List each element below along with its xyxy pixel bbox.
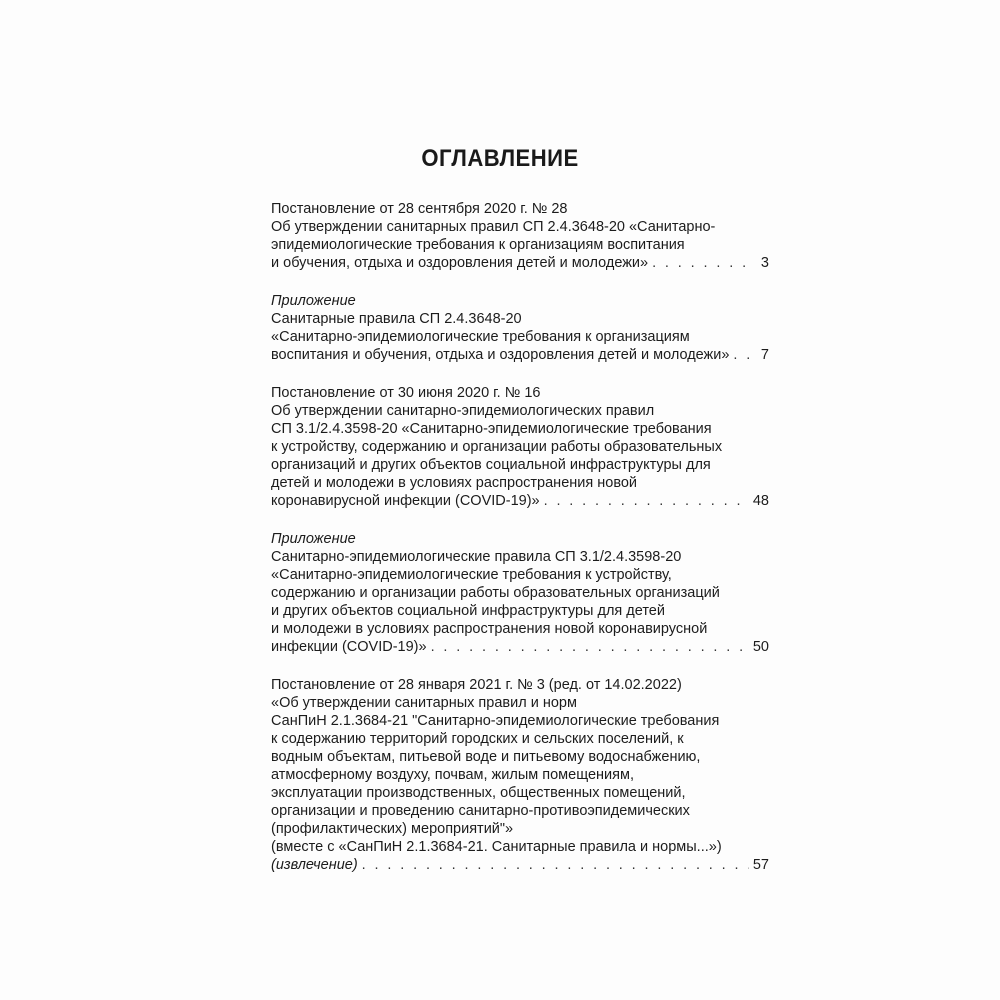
page-number: 7 (760, 347, 769, 363)
toc-entry-4[interactable] (271, 530, 771, 656)
toc-entry-line: (профилактических) мероприятий"» (271, 821, 514, 837)
dot-leader (544, 492, 749, 510)
toc-entry-line: и других объектов социальной инфраструктуры для детей (271, 603, 665, 619)
toc-entry-line: воспитания и обучения, отдыха и оздоровления детей и молодежи» (271, 347, 730, 363)
toc-entry-line: эпидемиологические требования к организациям воспитания (271, 237, 685, 253)
toc-entry-line: (вместе с «СанПиН 2.1.3684-21. Санитарные правила и нормы...») (271, 839, 722, 855)
toc-entry-last-line (271, 638, 769, 656)
toc-entry-line: Постановление от 28 января 2021 г. № 3 (ред. от 14.02.2022) (271, 677, 682, 693)
page-number: 57 (752, 857, 769, 873)
toc-entry-line: Санитарные правила СП 2.4.3648-20 (271, 311, 522, 327)
appendix-label: Приложение (271, 293, 356, 309)
toc-entry-line: инфекции (COVID-19)» (271, 639, 427, 655)
toc-entry-line: СанПиН 2.1.3684-21 "Санитарно-эпидемиологические требования (271, 713, 720, 729)
toc-entry-line: Об утверждении санитарных правил СП 2.4.3648-20 «Санитарно- (271, 219, 716, 235)
toc-entry-line: и молодежи в условиях распространения новой коронавирусной (271, 621, 708, 637)
toc-entry-line: (извлечение) (271, 857, 358, 873)
toc-entry-line: «Санитарно-эпидемиологические требования к организациям (271, 329, 690, 345)
appendix-label: Приложение (271, 531, 356, 547)
toc-entry-line: Санитарно-эпидемиологические правила СП 3.1/2.4.3598-20 (271, 549, 682, 565)
table-of-contents (271, 200, 771, 894)
toc-entry-line: коронавирусной инфекции (COVID-19)» (271, 493, 540, 509)
toc-entry-line: Постановление от 30 июня 2020 г. № 16 (271, 385, 541, 401)
page-number: 50 (752, 639, 769, 655)
toc-entry-last-line (271, 346, 769, 364)
toc-entry-3[interactable] (271, 384, 771, 510)
toc-entry-5[interactable] (271, 676, 771, 874)
toc-entry-1[interactable] (271, 200, 771, 272)
toc-entry-line: Об утверждении санитарно-эпидемиологических правил (271, 403, 655, 419)
page-number: 48 (752, 493, 769, 509)
toc-entry-last-line (271, 856, 769, 874)
toc-entry-last-line (271, 254, 769, 272)
toc-entry-line: и обучения, отдыха и оздоровления детей и молодежи» (271, 255, 649, 271)
page-number: 3 (760, 255, 769, 271)
toc-entry-line: атмосферному воздуху, почвам, жилым помещениям, (271, 767, 634, 783)
toc-entry-line: организации и проведению санитарно-противоэпидемических (271, 803, 690, 819)
toc-entry-line: СП 3.1/2.4.3598-20 «Санитарно-эпидемиологические требования (271, 421, 712, 437)
dot-leader (431, 638, 749, 656)
toc-entry-line: к устройству, содержанию и организации работы образовательных (271, 439, 723, 455)
toc-entry-line: детей и молодежи в условиях распространения новой (271, 475, 638, 491)
toc-entry-line: «Об утверждении санитарных правил и норм (271, 695, 577, 711)
dot-leader (362, 856, 749, 874)
toc-entry-last-line (271, 492, 769, 510)
dot-leader (733, 346, 751, 364)
toc-entry-line: «Санитарно-эпидемиологические требования к устройству, (271, 567, 672, 583)
dot-leader (652, 254, 751, 272)
toc-entry-line: содержанию и организации работы образовательных организаций (271, 585, 720, 601)
toc-entry-line: к содержанию территорий городских и сельских поселений, к (271, 731, 684, 747)
page-title: ОГЛАВЛЕНИЕ (421, 145, 579, 172)
toc-entry-line: водным объектам, питьевой воде и питьевому водоснабжению, (271, 749, 701, 765)
toc-entry-2[interactable] (271, 292, 771, 364)
toc-entry-line: эксплуатации производственных, общественных помещений, (271, 785, 686, 801)
toc-entry-line: организаций и других объектов социальной инфраструктуры для (271, 457, 711, 473)
toc-entry-line: Постановление от 28 сентября 2020 г. № 28 (271, 201, 568, 217)
